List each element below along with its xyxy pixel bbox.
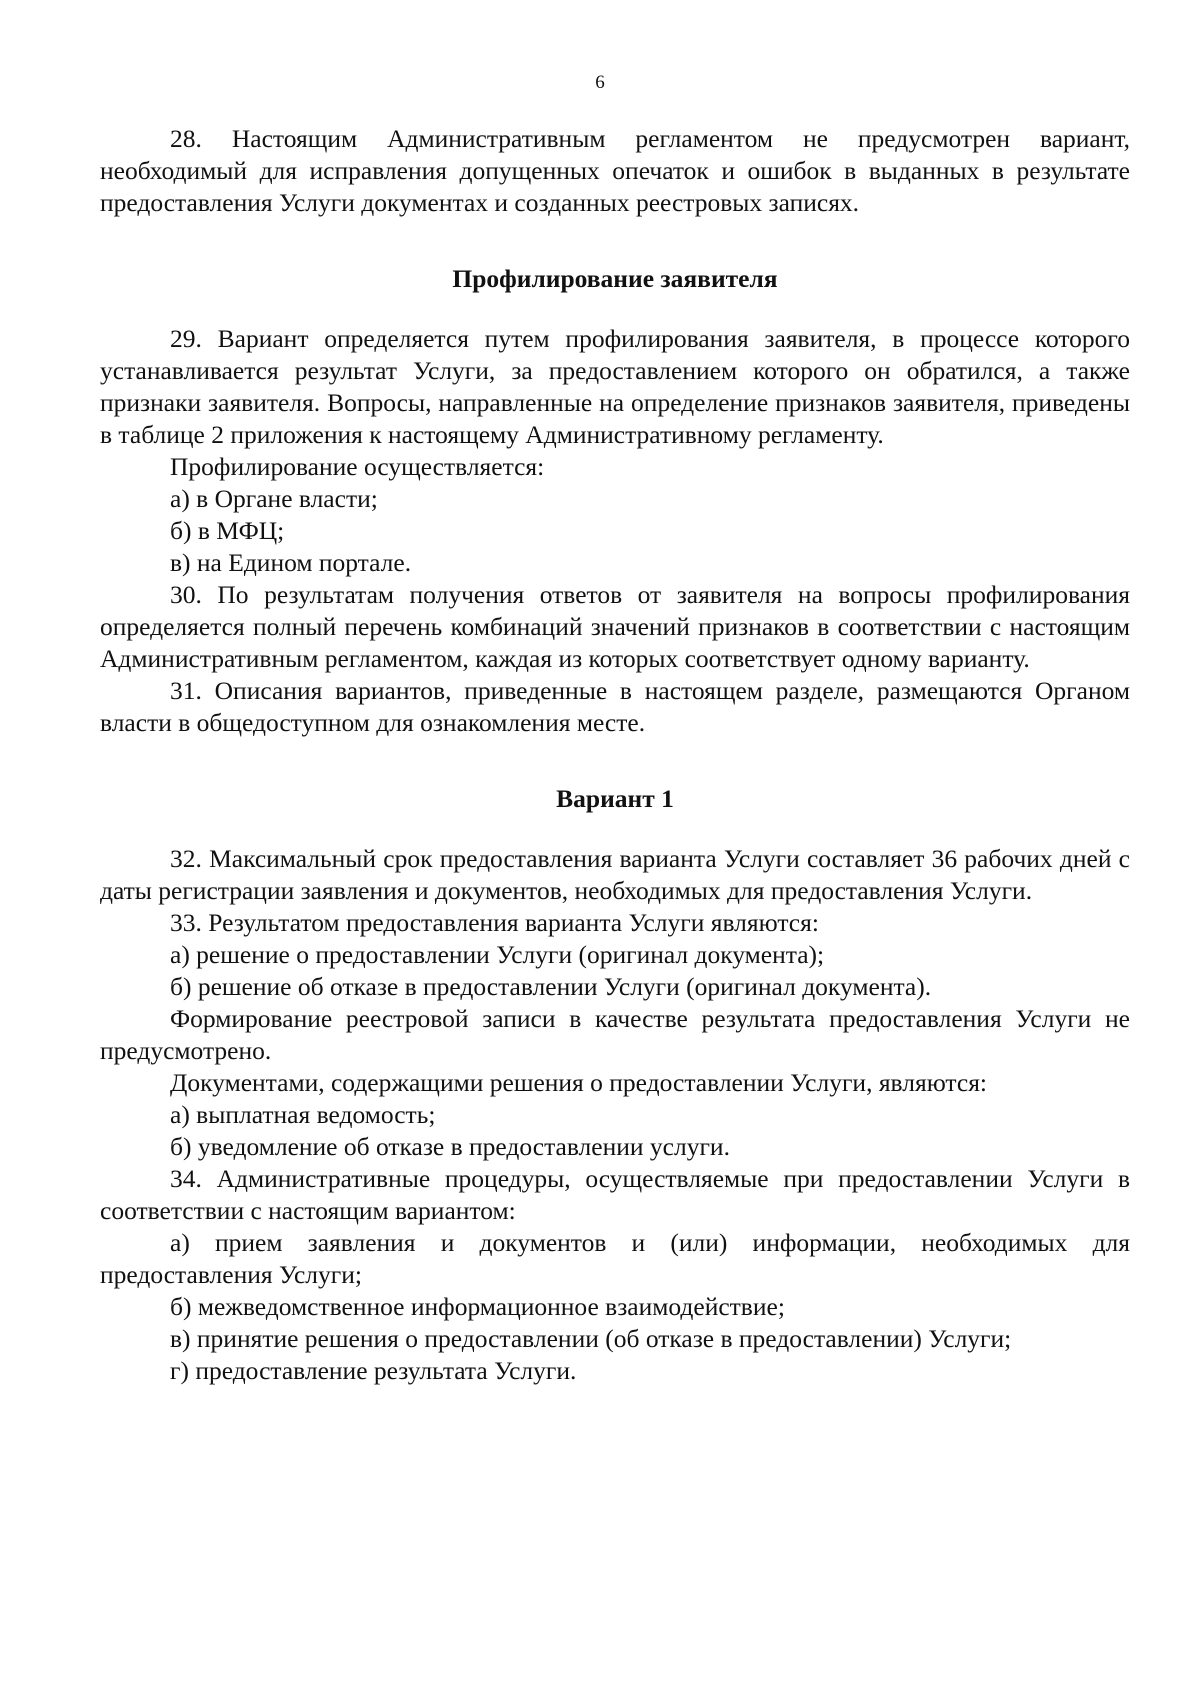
procedure-item-b: б) межведомственное информационное взаимодействие; [170, 1292, 785, 1321]
spacer [100, 219, 1130, 263]
profiling-item-a: а) в Органе власти; [170, 484, 378, 513]
result-item-a: а) решение о предоставлении Услуги (оригинал документа); [170, 940, 825, 969]
paragraph-30: 30. По результатам получения ответов от заявителя на вопросы профилирования определяется полный перечень комбинаций значений признаков в соответствии с настоящим Административным регламентом, каждая из которых соответствует одному варианту. [100, 580, 1130, 673]
paragraph-31: 31. Описания вариантов, приведенные в настоящем разделе, размещаются Органом власти в общедоступном для ознакомления месте. [100, 676, 1130, 737]
profiling-intro: Профилирование осуществляется: [170, 452, 545, 481]
document-item-b: б) уведомление об отказе в предоставлении услуги. [170, 1132, 730, 1161]
paragraph-28: 28. Настоящим Административным регламентом не предусмотрен вариант, необходимый для исправления допущенных опечаток и ошибок в выданных в результате предоставления Услуги документах и созданных реестровых записях. [100, 124, 1130, 217]
procedure-item-a: а) прием заявления и документов и (или) информации, необходимых для предоставления Услуги; [100, 1228, 1130, 1289]
spacer [100, 739, 1130, 783]
registry-note: Формирование реестровой записи в качестве результата предоставления Услуги не предусмотрено. [100, 1004, 1130, 1065]
spacer [100, 295, 1130, 323]
procedure-item-d: г) предоставление результата Услуги. [170, 1356, 577, 1385]
section-heading-variant-1: Вариант 1 [556, 784, 674, 813]
documents-intro: Документами, содержащими решения о предоставлении Услуги, являются: [170, 1068, 988, 1097]
spacer [100, 815, 1130, 843]
document-item-a: а) выплатная ведомость; [170, 1100, 436, 1129]
document-body [100, 123, 1130, 1387]
paragraph-34: 34. Административные процедуры, осуществляемые при предоставлении Услуги в соответствии с настоящим вариантом: [100, 1164, 1130, 1225]
paragraph-32: 32. Максимальный срок предоставления варианта Услуги составляет 36 рабочих дней с даты регистрации заявления и документов, необходимых для предоставления Услуги. [100, 844, 1130, 905]
procedure-item-c: в) принятие решения о предоставлении (об отказе в предоставлении) Услуги; [170, 1324, 1012, 1353]
profiling-item-b: б) в МФЦ; [170, 516, 285, 545]
section-heading-profiling: Профилирование заявителя [452, 264, 778, 293]
result-item-b: б) решение об отказе в предоставлении Услуги (оригинал документа). [170, 972, 932, 1001]
page-number: 6 [595, 72, 605, 93]
profiling-item-c: в) на Едином портале. [170, 548, 412, 577]
paragraph-33: 33. Результатом предоставления варианта Услуги являются: [170, 908, 819, 937]
paragraph-29: 29. Вариант определяется путем профилирования заявителя, в процессе которого устанавливается результат Услуги, за предоставлением которого он обратился, а также признаки заявителя. Вопросы, направленные на определение признаков заявителя, приведены в таблице 2 приложения к настоящему Административному регламенту. [100, 324, 1130, 449]
